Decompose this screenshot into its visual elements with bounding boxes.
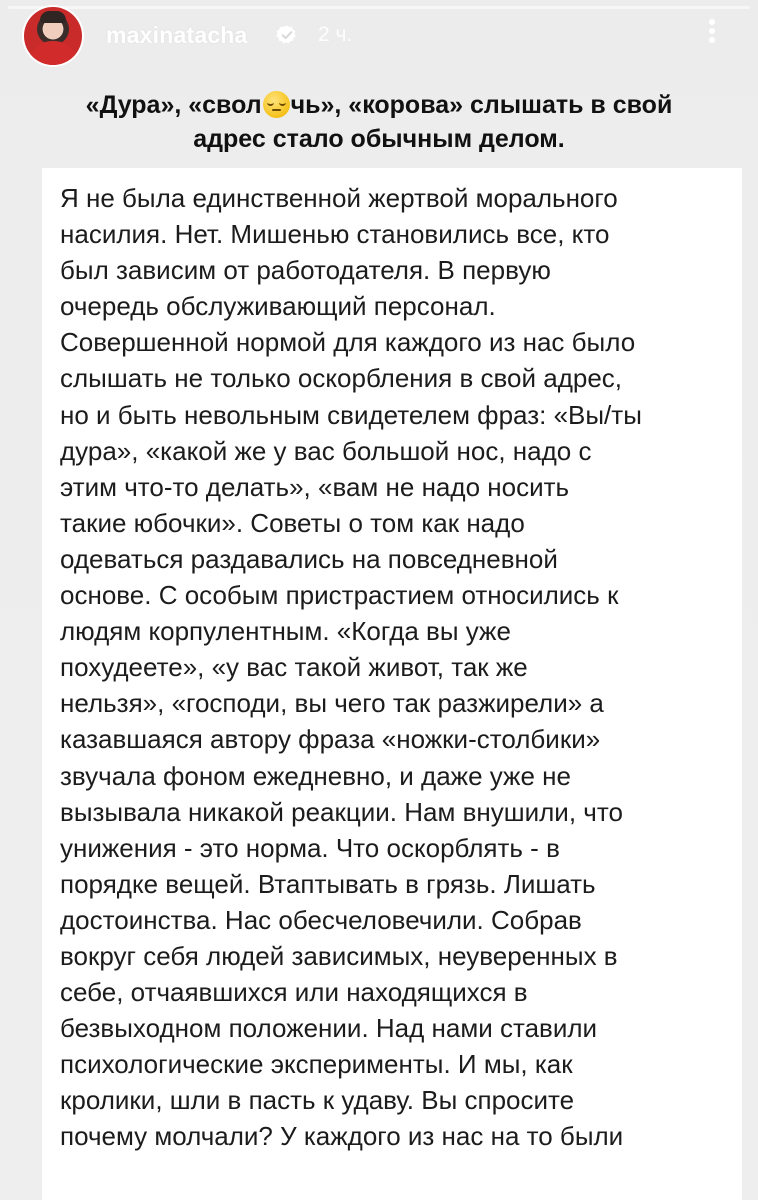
body-text-line: слышать не только оскорбления в свой адрес, [60, 363, 623, 394]
more-options-icon[interactable] [703, 16, 721, 48]
body-text-line: этим что-то делать», «вам не надо носить [60, 471, 570, 502]
body-text-line: был зависим от работодателя. В первую [60, 255, 551, 286]
body-text-line: Я не была единственной жертвой морального [60, 183, 618, 213]
body-text-line: кролики, шли в пасть к удаву. Вы спросите [60, 1085, 575, 1116]
body-text-line: себе, отчаявшихся или находящихся в [60, 977, 528, 1008]
body-text-line: основе. С особым пристрастием относились к [60, 580, 619, 611]
body-text-line: вызывала никакой реакции. Нам внушили, что [60, 796, 623, 827]
body-text-line: безвыходном положении. Над нами ставили [60, 1013, 598, 1044]
body-text-line: порядке вещей. Втаптывать в грязь. Лишать [60, 868, 596, 899]
body-text-line: такие юбочки». Советы о том как надо [60, 507, 525, 538]
username[interactable]: maxinatacha [106, 22, 248, 48]
text-card [42, 168, 742, 1200]
verified-badge-icon [276, 24, 298, 46]
body-text-line: вокруг себя людей зависимых, неуверенных в [60, 940, 618, 971]
body-text-line: почему молчали? У каждого из нас на то были [60, 1121, 624, 1152]
pensive-face-icon [263, 91, 290, 118]
post-time: 2 ч. [318, 23, 353, 46]
body-text-line: Совершенной нормой для каждого из нас было [60, 327, 636, 358]
story-header [0, 0, 758, 80]
body-text-line: людям корпулентным. «Когда вы уже [60, 616, 511, 647]
body-text-line: дура», «какой же у вас большой нос, надо с [60, 435, 592, 466]
body-text-line: унижения - это норма. Что оскорблять - в [60, 832, 560, 863]
body-text-line: нельзя», «господи, вы чего так разжирели» а [60, 688, 604, 719]
body-text [60, 180, 740, 1155]
body-text-line: одеваться раздавались на повседневной [60, 543, 558, 574]
body-text-line: звучала фоном ежедневно, и даже уже не [60, 760, 571, 791]
headline-part-2: чь», «корова» слышать в свой [290, 91, 673, 119]
body-text-line: но и быть невольным свидетелем фраз: «Вы/ты [60, 399, 642, 430]
body-text-line: похудеете», «у вас такой живот, так же [60, 652, 528, 683]
body-text-line: достоинства. Нас обесчеловечили. Собрав [60, 904, 582, 935]
avatar[interactable] [24, 7, 82, 65]
body-text-line: очередь обслуживающий персонал. [60, 291, 496, 322]
body-text-line: казавшаяся автору фраза «ножки-столбики» [60, 724, 601, 755]
body-text-line: психологические эксперименты. И мы, как [60, 1049, 573, 1080]
body-text-line: насилия. Нет. Мишенью становились все, кто [60, 219, 610, 250]
headline-part-1: «Дура», «свол [85, 91, 262, 119]
headline-line-2: адрес стало обычным делом. [193, 125, 565, 153]
story-headline [30, 88, 728, 156]
